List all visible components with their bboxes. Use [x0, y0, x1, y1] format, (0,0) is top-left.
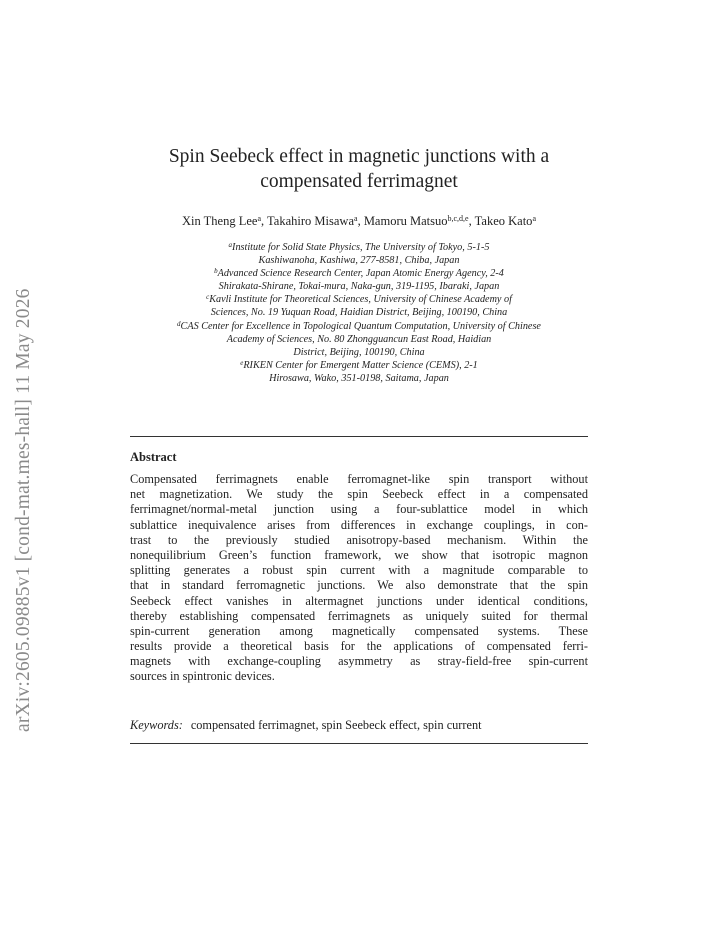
author-4: [475, 214, 536, 228]
keywords-text: compensated ferrimagnet, spin Seebeck effect, spin current: [190, 718, 482, 732]
abstract-line: magnets with exchange-coupling asymmetry as stray-field-free spin-current: [130, 654, 588, 669]
abstract-line: Compensated ferrimagnets enable ferromagnet-like spin transport without: [130, 472, 588, 486]
affiliation-line: $^c$Kavli Institute for Theoretical Sciences, University of Chinese Academy of: [206, 293, 512, 306]
author-name: Xin Theng Lee: [182, 214, 258, 228]
abstract-line: thereby establishing compensated ferrimagnets as uniquely suited for thermal: [130, 608, 588, 623]
affiliation-line: Kashiwanoha, Kashiwa, 277-8581, Chiba, Japan: [258, 255, 460, 267]
abstract-bottom-rule: [130, 743, 588, 744]
affiliation-line: Sciences, No. 19 Yuquan Road, Haidian District, Beijing, 100190, China: [210, 307, 508, 319]
abstract-line: splitting generates a robust spin current with a magnitude comparable to: [130, 563, 588, 578]
author-affil-marker: a: [532, 214, 536, 223]
keywords-label: Keywords:: [130, 718, 183, 732]
abstract-line: spin-current generation among magnetically compensated systems. These: [130, 623, 588, 638]
abstract-line: nonequilibrium Green’s function framework, we show that isotropic magnon: [130, 547, 588, 562]
abstract-line: Seebeck effect vanishes in altermagnet junctions under identical conditions,: [130, 593, 588, 608]
paper-title: [130, 144, 588, 194]
abstract-line: ferrimagnet/normal-metal junction using a four-sublattice model in which: [130, 502, 588, 517]
author-1: Xin Theng Lee$^a$,: [182, 214, 268, 228]
affiliation-line: $^d$CAS Center for Excellence in Topological Quantum Computation, University of Chinese: [177, 319, 541, 332]
abstract-line: that in standard ferromagnetic junctions. We also demonstrate that the spin: [130, 578, 588, 593]
abstract-line: trast to the previously studied anisotropy-based mechanism. Within the: [130, 532, 588, 547]
affiliation-line: Academy of Sciences, No. 80 Zhongguancun East Road, Haidian: [226, 333, 492, 345]
arxiv-identifier-stamp: arXiv:2605.09885v1 [cond-mat.mes-hall] 11 May 2026: [13, 288, 34, 732]
affiliation-line: $^a$Institute for Solid State Physics, The University of Tokyo, 5-1-5: [228, 241, 490, 253]
author-name: Takeo Kato: [474, 214, 533, 228]
author-3: Mamoru Matsuo$^{b,c,d,e}$,: [363, 214, 475, 228]
title-line-1: Spin Seebeck effect in magnetic junctions with a: [168, 146, 550, 167]
author-name: Mamoru Matsuo: [363, 214, 448, 228]
abstract-body: [130, 472, 588, 685]
affiliation-line: $^e$RIKEN Center for Emergent Matter Science (CEMS), 2-1: [240, 358, 478, 371]
author-list: [130, 213, 588, 229]
abstract-line: sublattice inequivalence arises from differences in exchange couplings, in con-: [130, 517, 588, 532]
author-name: Takahiro Misawa: [267, 214, 354, 228]
affiliation-line: $^b$Advanced Science Research Center, Japan Atomic Energy Agency, 2-4: [214, 267, 504, 280]
abstract-top-rule: [130, 436, 588, 437]
author-affil-marker: b,c,d,e: [447, 214, 469, 223]
author-affil-marker: a: [257, 214, 262, 223]
affiliation-line: Hirosawa, Wako, 351-0198, Saitama, Japan: [269, 372, 449, 384]
abstract-line: sources in spintronic devices.: [130, 669, 275, 684]
affiliation-line: Shirakata-Shirane, Tokai-mura, Naka-gun, 319-1195, Ibaraki, Japan: [218, 281, 500, 293]
abstract-heading: Abstract: [130, 450, 177, 464]
keywords: [130, 717, 482, 733]
author-affil-marker: a: [354, 214, 358, 223]
title-line-2: compensated ferrimagnet: [260, 171, 458, 192]
affiliations: [120, 241, 598, 385]
author-2: Takahiro Misawa$^a$,: [267, 214, 364, 228]
affiliation-line: District, Beijing, 100190, China: [293, 346, 425, 358]
abstract-line: net magnetization. We study the spin Seebeck effect in a compensated: [130, 487, 588, 502]
abstract-line: results provide a theoretical basis for the applications of compensated ferri-: [130, 639, 588, 654]
